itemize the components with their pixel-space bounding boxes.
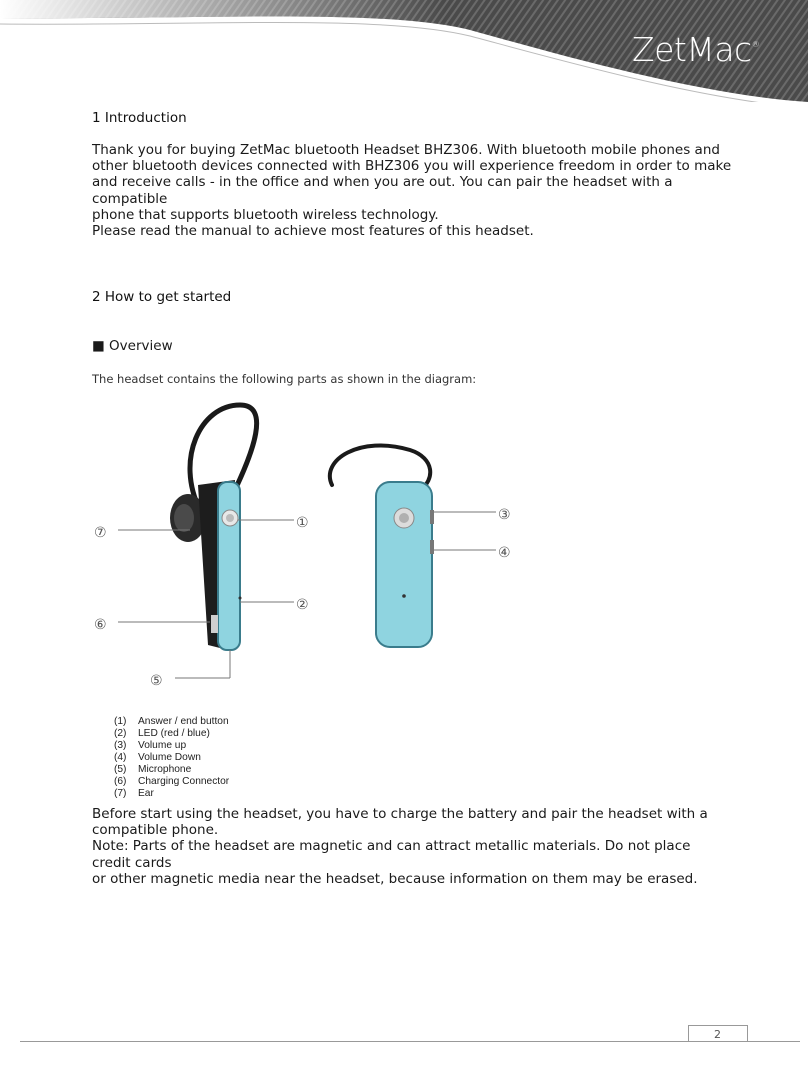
callout-4: ④ — [498, 545, 511, 561]
closing-line: compatible phone. — [92, 822, 219, 839]
list-item: (1) Answer / end button — [114, 716, 229, 727]
intro-line: other bluetooth devices connected with BHZ306 you will experience freedom in order to make — [92, 158, 732, 175]
closing-line: or other magnetic media near the headset, because information on them may be erased. — [92, 870, 698, 887]
brand-logo: ZetMac® — [632, 30, 760, 69]
list-item: (2) LED (red / blue) — [114, 728, 210, 739]
list-item: (3) Volume up — [114, 740, 187, 751]
overview-subheading: ■ Overview — [92, 338, 173, 354]
callout-2: ② — [296, 597, 309, 613]
list-item: (5) Microphone — [114, 764, 192, 775]
intro-line: and receive calls - in the office and when you are out. You can pair the headset with a compatible — [92, 174, 673, 207]
callout-3: ③ — [498, 507, 511, 523]
closing-paragraph — [92, 806, 732, 887]
parts-list — [114, 716, 229, 800]
callout-5: ⑤ — [150, 673, 163, 689]
closing-line: Before start using the headset, you have to charge the battery and pair the headset with a — [92, 806, 708, 822]
closing-line: Note: Parts of the headset are magnetic and can attract metallic materials. Do not place credit cards — [92, 838, 691, 871]
introduction-paragraph — [92, 142, 732, 239]
headset-diagram — [80, 400, 540, 700]
page-header — [0, 0, 808, 102]
headset-side-view — [170, 405, 257, 650]
footer-divider — [20, 1041, 800, 1042]
list-item: (4) Volume Down — [114, 752, 201, 763]
diagram-intro: The headset contains the following parts as shown in the diagram: — [92, 372, 477, 386]
headset-front-view — [330, 445, 434, 647]
callout-7: ⑦ — [94, 525, 107, 541]
intro-line: phone that supports bluetooth wireless technology. — [92, 206, 439, 223]
callout-6: ⑥ — [94, 617, 107, 633]
section-heading-get-started: 2 How to get started — [92, 289, 232, 305]
callout-1: ① — [296, 515, 309, 531]
list-item: (6) Charging Connector — [114, 776, 230, 787]
list-item: (7) Ear — [114, 788, 154, 799]
page-number: 2 — [688, 1025, 748, 1041]
section-heading-introduction: 1 Introduction — [92, 110, 187, 126]
intro-line: Please read the manual to achieve most features of this headset. — [92, 223, 534, 240]
intro-line: Thank you for buying ZetMac bluetooth Headset BHZ306. With bluetooth mobile phones and — [92, 142, 720, 158]
